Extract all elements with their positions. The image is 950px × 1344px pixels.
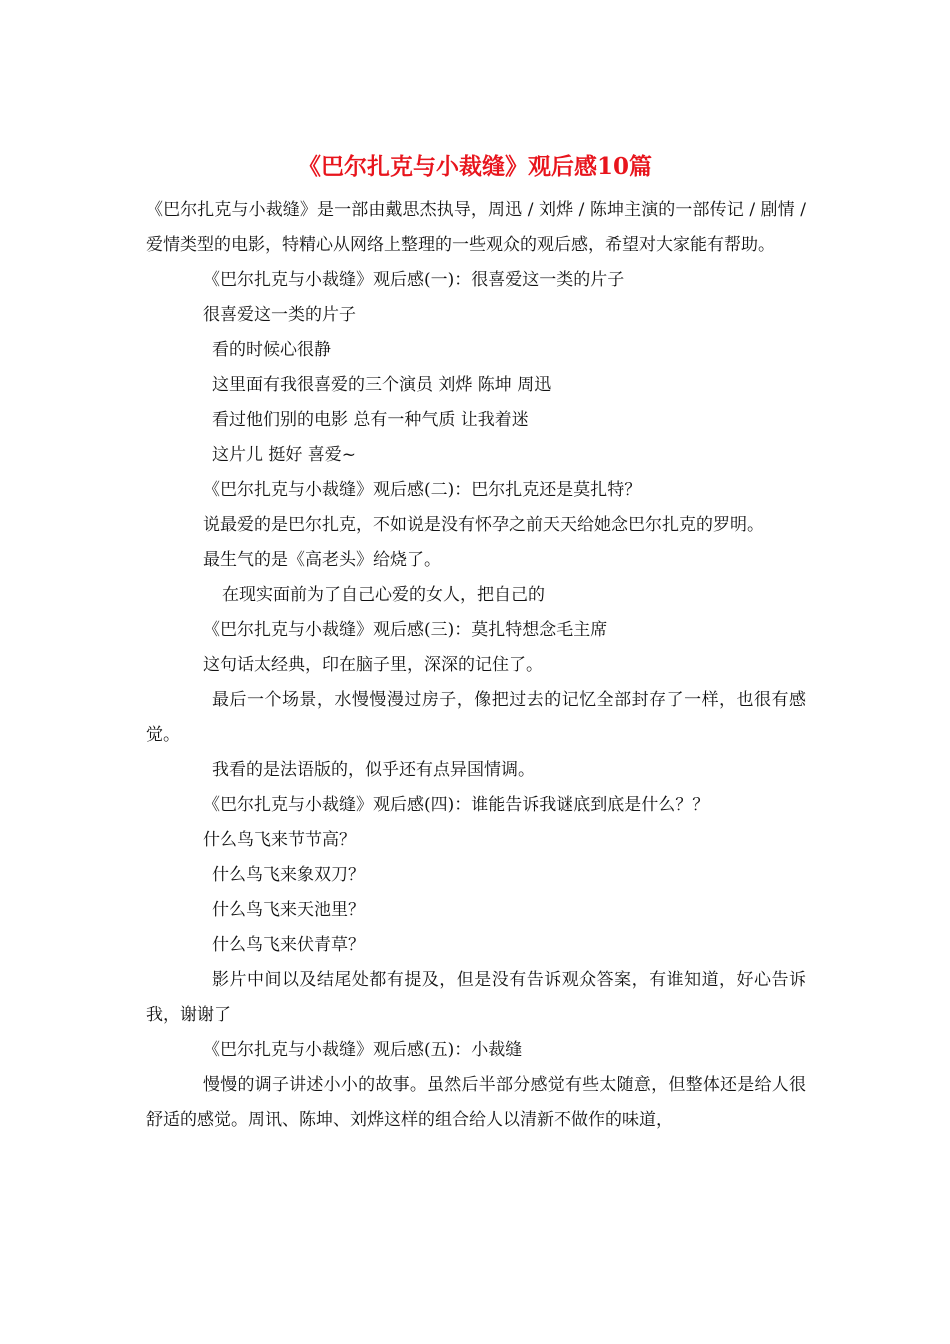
review-line: 慢慢的调子讲述小小的故事。虽然后半部分感觉有些太随意，但整体还是给人很舒适的感觉。周讯、陈坤、刘烨这样的组合给人以清新不做作的味道， <box>146 1075 806 1130</box>
review-heading: 《巴尔扎克与小裁缝》观后感(五)：小裁缝 <box>203 1040 523 1060</box>
review-line: 说最爱的是巴尔扎克，不如说是没有怀孕之前天天给她念巴尔扎克的罗明。 <box>203 515 764 535</box>
review-line: 看的时候心很静 <box>212 340 331 360</box>
review-line: 这句话太经典，印在脑子里，深深的记住了。 <box>203 655 543 675</box>
review-line: 最后一个场景，水慢慢漫过房子，像把过去的记忆全部封存了一样，也很有感觉。 <box>146 690 806 745</box>
review-line: 在现实面前为了自己心爱的女人，把自己的 <box>222 585 545 605</box>
review-line: 看过他们别的电影 总有一种气质 让我着迷 <box>212 410 529 430</box>
document-body <box>146 193 806 1138</box>
review-line: 什么鸟飞来天池里？ <box>212 900 365 920</box>
review-line: 什么鸟飞来伏青草？ <box>212 935 365 955</box>
intro-paragraph: 《巴尔扎克与小裁缝》是一部由戴思杰执导，周迅 / 刘烨 / 陈坤主演的一部传记 / 剧情 / 爱情类型的电影，特精心从网络上整理的一些观众的观后感，希望对大家能有帮助。 <box>146 200 806 255</box>
review-line: 影片中间以及结尾处都有提及，但是没有告诉观众答案，有谁知道，好心告诉我，谢谢了 <box>146 970 806 1025</box>
review-line: 这片儿 挺好 喜爱~ <box>212 445 357 465</box>
review-heading: 《巴尔扎克与小裁缝》观后感(一)：很喜爱这一类的片子 <box>203 270 625 290</box>
review-heading: 《巴尔扎克与小裁缝》观后感(二)：巴尔扎克还是莫扎特？ <box>203 480 642 500</box>
review-line: 最生气的是《高老头》给烧了。 <box>203 550 441 570</box>
review-line: 很喜爱这一类的片子 <box>203 305 356 325</box>
review-heading: 《巴尔扎克与小裁缝》观后感(三)：莫扎特想念毛主席 <box>203 620 608 640</box>
review-line: 什么鸟飞来象双刀？ <box>212 865 365 885</box>
review-heading: 《巴尔扎克与小裁缝》观后感(四)：谁能告诉我谜底到底是什么？？ <box>203 795 710 815</box>
review-line: 我看的是法语版的，似乎还有点异国情调。 <box>212 760 535 780</box>
review-line: 这里面有我很喜爱的三个演员 刘烨 陈坤 周迅 <box>212 375 552 395</box>
document-title: 《巴尔扎克与小裁缝》观后感10篇 <box>297 153 652 180</box>
review-line: 什么鸟飞来节节高？ <box>203 830 356 850</box>
